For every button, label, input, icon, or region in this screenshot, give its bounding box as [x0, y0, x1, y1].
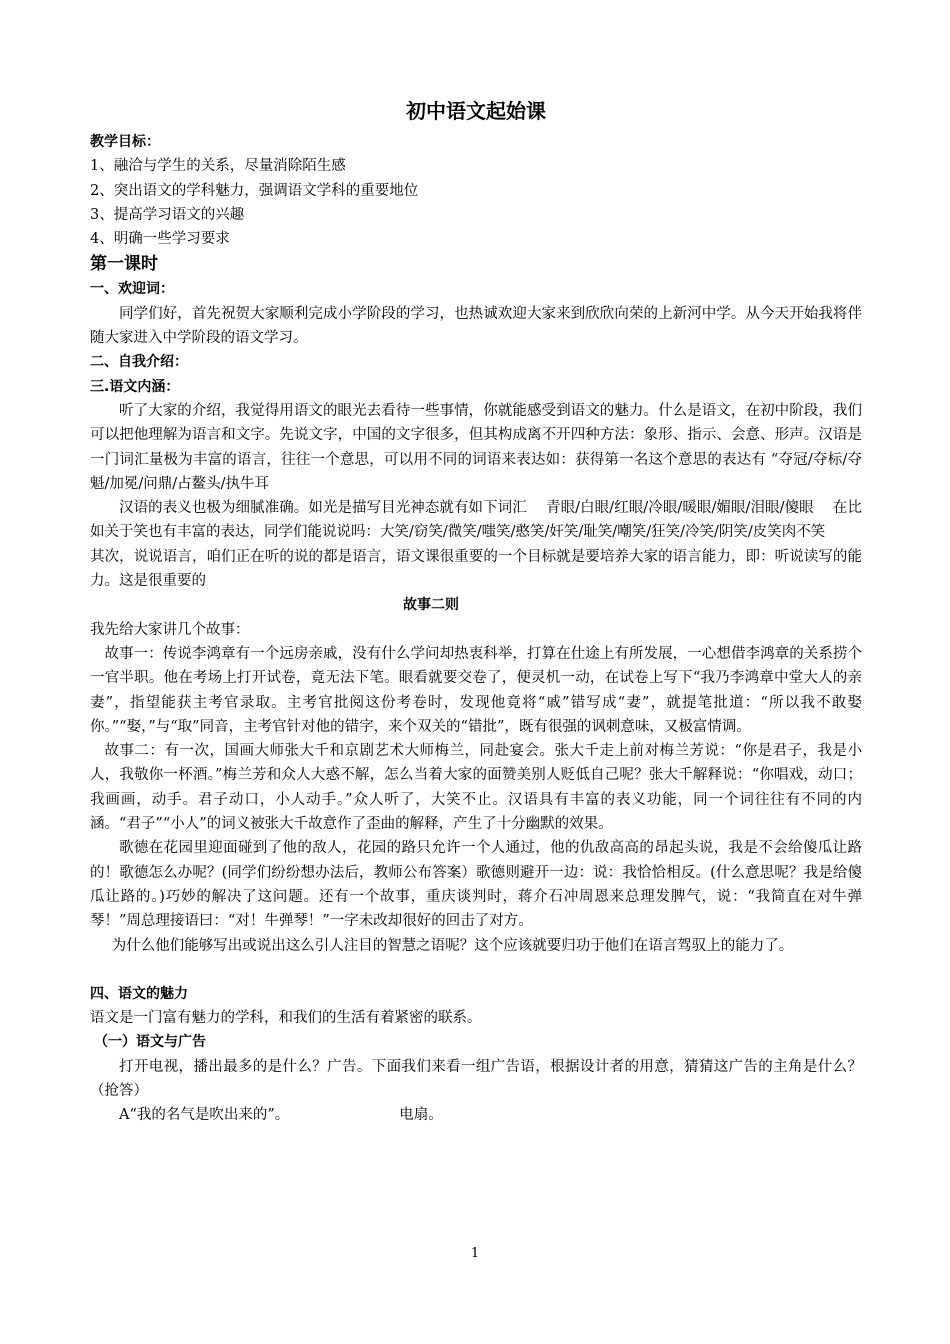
- ads-heading: （一）语文与广告: [94, 1034, 206, 1051]
- page-number: 1: [470, 1246, 480, 1261]
- document-title: 初中语文起始课: [406, 99, 546, 123]
- objective-item: 1、融洽与学生的关系，尽量消除陌生感: [90, 158, 346, 175]
- objective-item: 4、明确一些学习要求: [90, 231, 230, 248]
- ad-item: [90, 1103, 862, 1127]
- charm-text: 语文是一门富有魅力的学科，和我们的生活有着紧密的联系。: [90, 1010, 482, 1027]
- story-three: 歌德在花园里迎面碰到了他的敌人，花园的路只允许一个人通过，他的仇敌高高的昂起头说，我是不会给傻瓜让路的！歌德怎么办呢？(同学们纷纷想办法后，教师公布答案）歌德则避开一边：说：我恰恰相反。(什么意思呢？我是给傻瓜让路的。)巧妙的解决了这问题。还有一个故事，重庆谈判时，蒋介石冲周恩来总理发脾气，说：“我简直在对牛弹琴！”周总理接语曰：“对！牛弹琴！”一字未改却很好的回击了对方。: [90, 840, 862, 930]
- story-conclusion: 为什么他们能够写出或说出这么引人注目的智慧之语呢？这个应该就要归功于他们在语言驾驭上的能力了。: [111, 937, 794, 954]
- document-page: [90, 96, 862, 1128]
- ad-slogan: A“我的名气是吹出来的”。: [119, 1107, 290, 1124]
- ad-answer: 电扇。: [399, 1107, 443, 1124]
- ads-paragraph: 打开电视，播出最多的是什么？广告。下面我们来看一组广告语，根据设计者的用意，猜猜这广告的主角是什么？（抢答）: [90, 1058, 862, 1099]
- welcome-paragraph: 同学们好，首先祝贺大家顺利完成小学阶段的学习，也热诚欢迎大家来到欣欣向荣的上新河中学。从今天开始我将伴随大家进入中学阶段的语文学习。: [90, 305, 862, 347]
- objective-item: 3、提高学习语文的兴趣: [90, 206, 245, 223]
- charm-heading: 四、语文的魅力: [90, 985, 188, 1002]
- welcome-heading: 一、欢迎词：: [90, 281, 174, 298]
- objective-item: 2、突出语文的学科魅力，强调语文学科的重要地位: [90, 182, 419, 199]
- spacer: [90, 958, 862, 982]
- lesson-title: 第一课时: [90, 254, 158, 275]
- stories-heading: 故事二则: [403, 597, 459, 614]
- meaning-heading: 三.语文内涵：: [90, 378, 180, 395]
- story-two: 故事二：有一次，国画大师张大千和京剧艺术大师梅兰，同赴宴会。张大千走上前对梅兰芳说：“你是君子，我是小人，我敬你一杯酒。”梅兰芳和众人大惑不解，怎么当着大家的面赞美别人贬低自己呢？张大千解释说：“你唱戏，动口；我画画，动手。君子动口，小人动手。”众人听了，大笑不止。汉语具有丰富的表义功能，同一个词往往有不同的内涵。“君子”“小人”的词义被张大千故意作了歪曲的解释，产生了十分幽默的效果。: [90, 743, 862, 833]
- meaning-paragraph-1: 听了大家的介绍，我觉得用语文的眼光去看待一些事情，你就能感受到语文的魅力。什么是语文，在初中阶段，我们可以把他理解为语言和文字。先说文字，中国的文字很多，但其构成离不开四种方法：象形、指示、会意、形声。汉语是一门词汇量极为丰富的语言，往往一个意思，可以用不同的词语来表达如：获得第一名这个意思的表达有 “夺冠/夺标/夺魁/加冕/问鼎/占鳌头/执牛耳: [90, 402, 862, 492]
- meaning-paragraph-3: 其次，说说语言，咱们正在听的说的都是语言，语文课很重要的一个目标就是要培养大家的语言能力，即：听说读写的能力。这是很重要的: [90, 548, 862, 590]
- objectives-heading: 教学目标：: [90, 134, 160, 150]
- meaning-paragraph-2: 汉语的表义也极为细腻准确。如光是描写目光神态就有如下词汇 青眼/白眼/红眼/冷眼/暖眼/媚眼/泪眼/傻眼 在比如关于笑也有丰富的表达，同学们能说说吗：大笑/窃笑/微笑/嗤笑/憨笑/奸笑/耻笑/嘲笑/狂笑/冷笑/阴笑/皮笑肉不笑: [90, 500, 862, 541]
- stories-intro: 我先给大家讲几个故事：: [90, 621, 250, 638]
- story-one: 故事一：传说李鸿章有一个远房亲戚，没有什么学问却热衷科举，打算在仕途上有所发展，一心想借李鸿章的关系捞个一官半职。他在考场上打开试卷，竟无法下笔。眼看就要交卷了，便灵机一动，在试卷上写下“我乃李鸿章中堂大人的亲妻”，指望能获主考官录取。主考官批阅这份考卷时，发现他竟将“戚”错写成“妻”，就提笔批道：“所以我不敢娶你。”“娶，”与“取”同音，主考官针对他的错字，来个双关的“错批”，既有很强的讽刺意味，又极富情调。: [90, 645, 862, 735]
- intro-heading: 二、自我介绍：: [90, 354, 188, 371]
